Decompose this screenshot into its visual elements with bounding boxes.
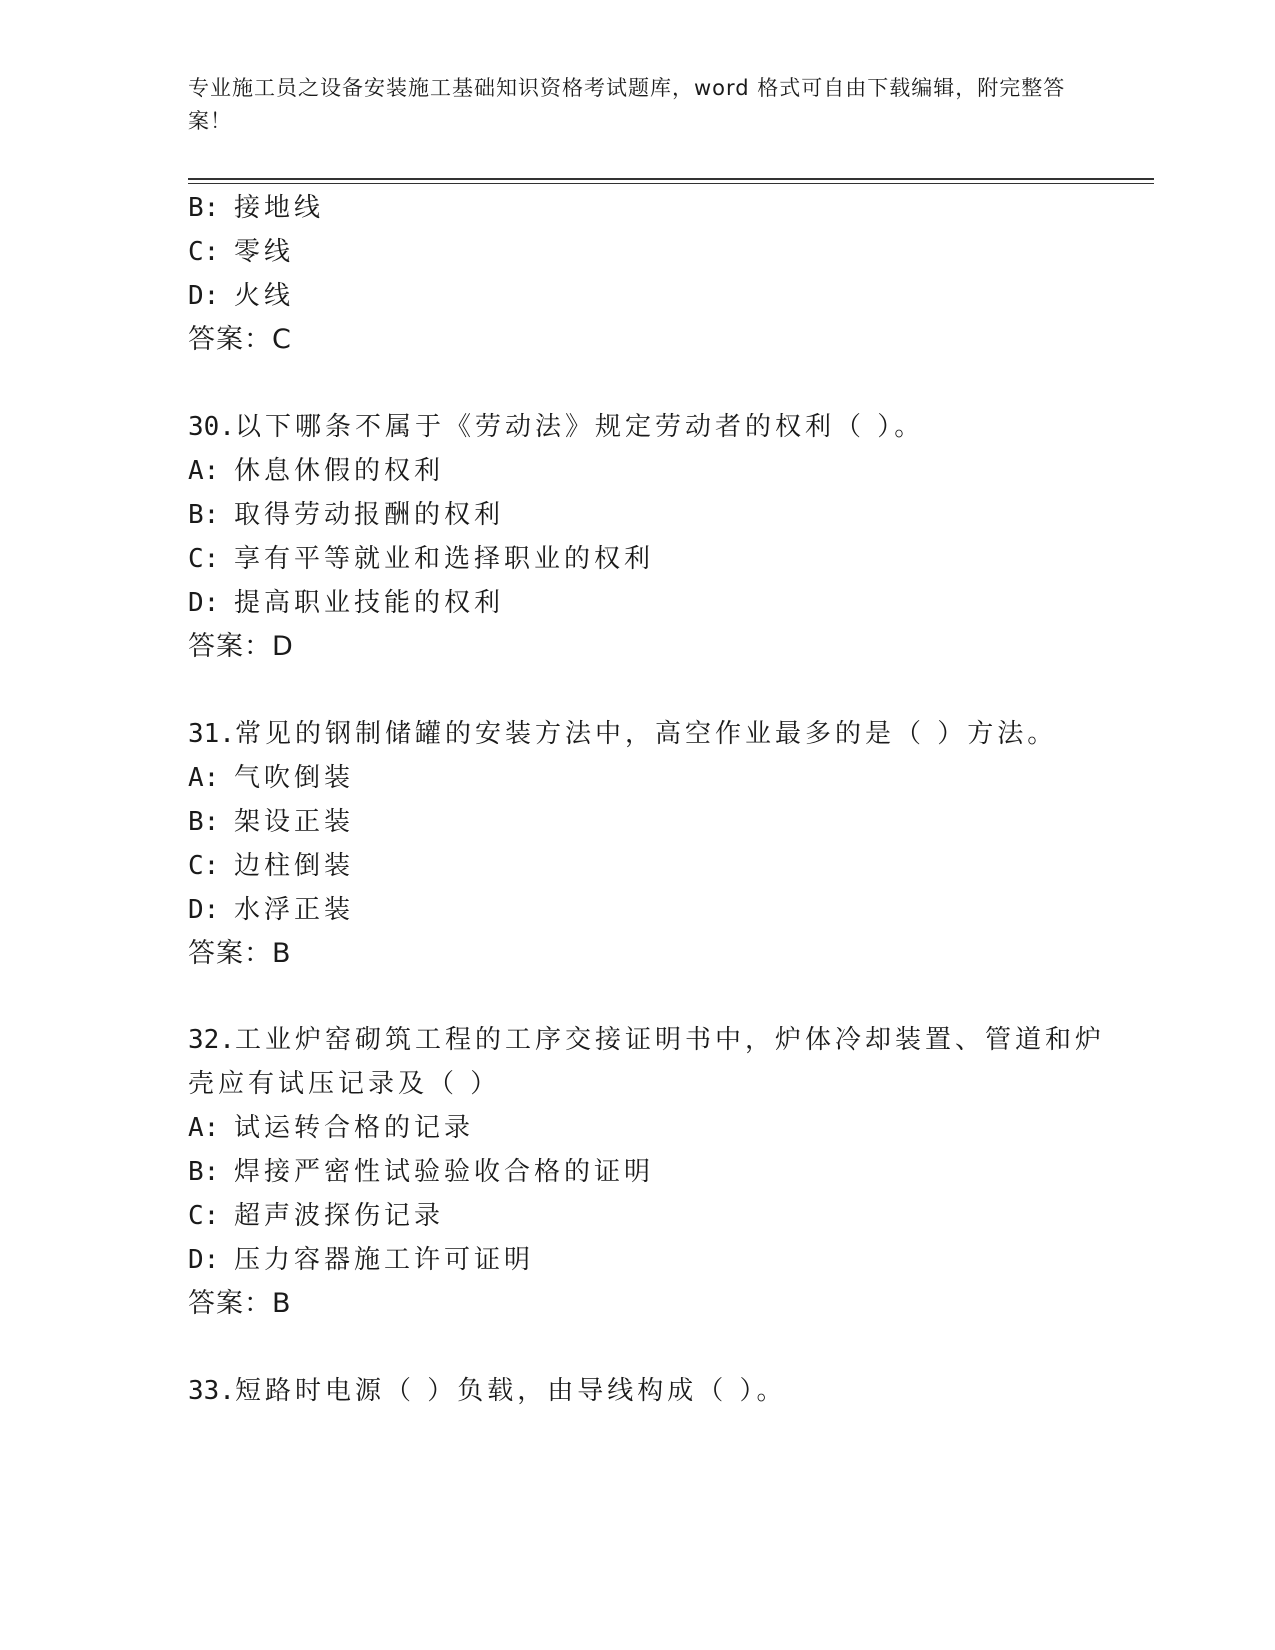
q30-option-b [188,499,504,531]
question-30 [188,411,924,443]
option-text: 试运转合格的记录 [234,1113,475,1143]
option-text: 接地线 [234,193,325,223]
question-number: 33. [188,1376,235,1406]
q31-option-a [188,762,354,794]
option-letter: D: [188,281,220,311]
document-header: 专业施工员之设备安装施工基础知识资格考试题库，word 格式可自由下载编辑，附完整答案！ [188,76,1066,133]
question-number: 31. [188,719,235,749]
option-letter: C: [188,237,220,267]
header-rule-thin [188,183,1154,184]
option-letter: A: [188,1113,220,1143]
q30-option-a [188,455,444,487]
header-rule-thick [188,178,1154,180]
option-text: 焊接严密性试验验收合格的证明 [234,1157,655,1187]
prev-answer: 答案：C [188,324,292,355]
question-text: 常见的钢制储罐的安装方法中，高空作业最多的是（ ）方法。 [234,719,1058,749]
q32-option-d [188,1244,534,1276]
option-text: 取得劳动报酬的权利 [234,500,505,530]
question-text: 短路时电源（ ）负载，由导线构成（ ）。 [234,1376,787,1406]
prev-option-b [188,192,324,224]
option-letter: D: [188,895,220,925]
question-32-cont: 壳应有试压记录及（ ） [188,1069,501,1099]
option-letter: D: [188,1245,220,1275]
option-letter: B: [188,1157,220,1187]
option-letter: B: [188,193,220,223]
option-text: 火线 [234,281,295,311]
option-letter: C: [188,1201,220,1231]
question-31 [188,718,1057,750]
option-letter: C: [188,544,220,574]
option-letter: B: [188,807,220,837]
option-text: 水浮正装 [234,895,355,925]
q30-option-d [188,587,504,619]
question-text: 以下哪条不属于《劳动法》规定劳动者的权利（ ）。 [234,412,925,442]
question-33 [188,1375,787,1407]
option-letter: A: [188,456,220,486]
q32-answer: 答案：B [188,1288,292,1319]
option-letter: B: [188,500,220,530]
question-number: 32. [188,1025,235,1055]
question-number: 30. [188,412,235,442]
option-text: 休息休假的权利 [234,456,445,486]
q31-option-b [188,806,354,838]
option-text: 超声波探伤记录 [234,1201,445,1231]
option-letter: D: [188,588,220,618]
q32-option-c [188,1200,444,1232]
option-text: 气吹倒装 [234,763,355,793]
question-32 [188,1024,1105,1056]
q31-option-c [188,850,354,882]
option-letter: C: [188,851,220,881]
q32-option-b [188,1156,654,1188]
q32-option-a [188,1112,474,1144]
option-letter: A: [188,763,220,793]
option-text: 架设正装 [234,807,355,837]
option-text: 边柱倒装 [234,851,355,881]
option-text: 压力容器施工许可证明 [234,1245,535,1275]
q30-answer: 答案：D [188,631,294,662]
question-text-line1: 工业炉窑砌筑工程的工序交接证明书中，炉体冷却装置、管道和炉 [234,1025,1105,1055]
q31-option-d [188,894,354,926]
prev-option-d [188,280,294,312]
q30-option-c [188,543,654,575]
prev-option-c [188,236,294,268]
q31-answer: 答案：B [188,938,292,969]
option-text: 提高职业技能的权利 [234,588,505,618]
option-text: 享有平等就业和选择职业的权利 [234,544,655,574]
option-text: 零线 [234,237,295,267]
